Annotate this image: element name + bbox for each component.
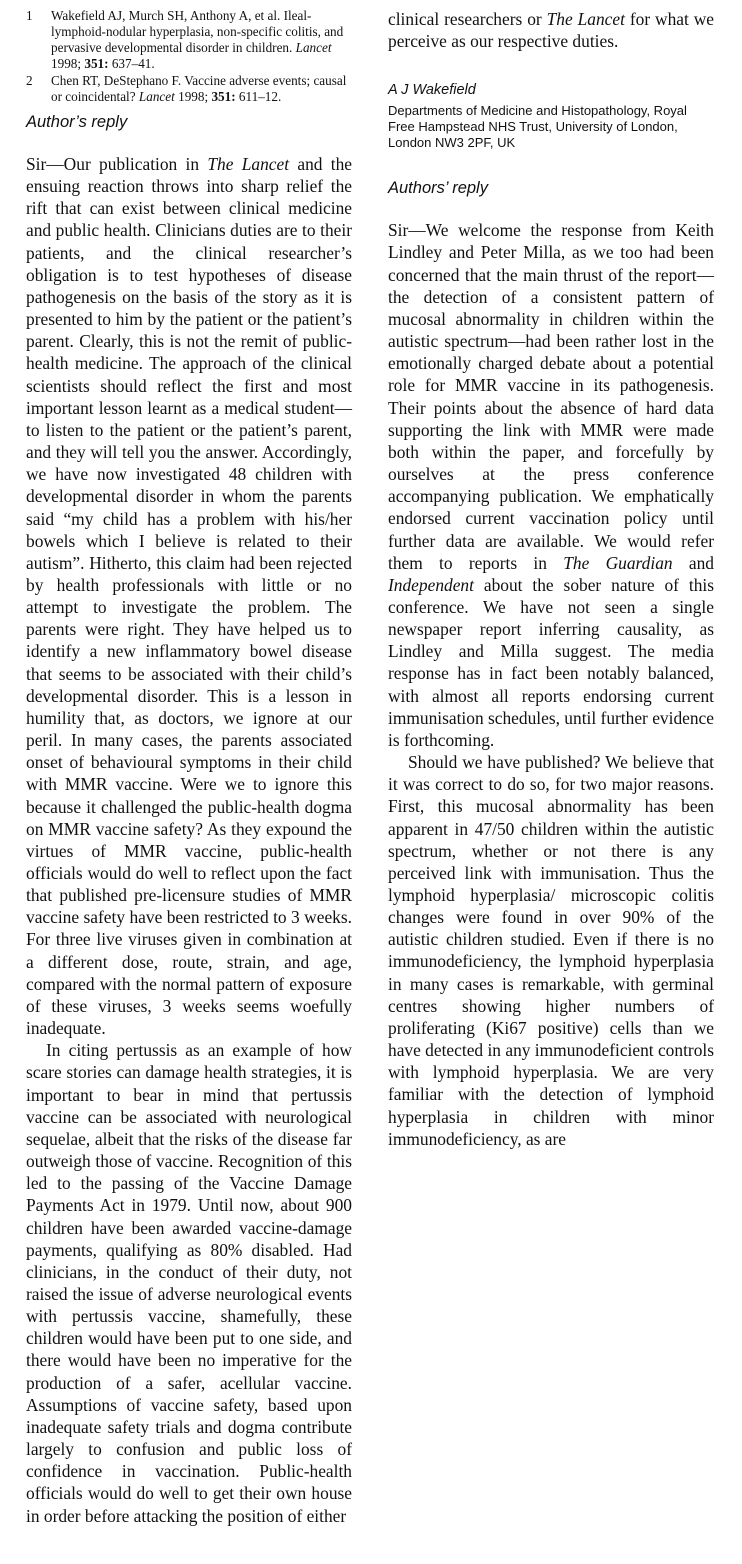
reference-number: 1 [26,8,33,23]
reference-journal: Lancet [295,40,332,55]
letter-paragraph: Sir—Our publication in The Lancet and the ensuing reaction throws into sharp relief the rift that can exist between clinical medicine and public health. Clinicians duties are to their patients, and the clinical researcher’s obligation is to test hypotheses of disease pathogenesis on the basis of the story as it is presented to him by the patient or the patient’s parent. Clearly, this is not the remit of public-health medicine. The approach of the clinical scientists should reflect the first and most important lesson learnt as a medical student—to listen to the patient or the patient’s parent, and they will tell you the answer. Accordingly, we have now investigated 48 children with developmental disorder in whom the parents said “my child has a problem with his/her bowels which I believe is related to their autism”. Hitherto, this claim had been rejected by health professionals with little or no attempt to investigate the problem. The parents were right. They have helped us to identify a new inflammatory bowel disease that seems to be associated with their child’s developmental disorder. This is a lesson in humility that, as doctors, we ignore at our peril. In many cases, the parents associated onset of behavioural symptoms in their child with MMR vaccine. Were we to ignore this because it challenged the public-health dogma on MMR vaccine safety? As they expound the virtues of MMR vaccine, public-health officials would do well to reflect upon the fact that published pre-licensure studies of MMR vaccine safety have been restricted to 3 weeks. For three live viruses given in combination at a different dose, route, strain, and age, compared with the normal pattern of exposure of these viruses, 3 weeks seems woefully inadequate. [26,154,352,1039]
text-span: and [672,552,714,573]
reference-text: Wakefield AJ, Murch SH, Anthony A, et al. Ileal-lymphoid-nodular hyperplasia, non-specific colitis, and pervasive developmental disorder in children. Lancet 1998; 351: 637–41. [51,8,344,71]
reference-list [26,8,352,105]
section-heading: Author’s reply [26,113,128,131]
right-column [388,8,714,1150]
signature-affiliation: Departments of Medicine and Histopathology, Royal Free Hampstead NHS Trust, University of London, London NW3 2PF, UK [388,103,687,151]
newspaper-name: Independent [388,574,474,595]
reference-volume: 351: [84,56,109,71]
section-heading: Authors’ reply [388,179,488,198]
letter-paragraph [388,219,714,751]
reference-item [26,8,352,72]
continued-text-span: clinical researchers or [388,9,547,29]
continued-text [388,8,714,1150]
letter-paragraph-continued: clinical researchers or The Lancet for what we perceive as our respective duties. [388,9,714,52]
journal-name: The Lancet [546,9,625,29]
reference-number: 2 [26,73,33,88]
text-span: about the sober nature of this conference. We have not seen a single newspaper report inferring causality, as Lindley and Milla suggest. The media response has in fact been notably balanced, with almost all reports endorsing current immunisation schedules, until further evidence is forthcoming. [388,574,714,750]
reference-text: Chen RT, DeStephano F. Vaccine adverse events; causal or coincidental? Lancet 1998; 351: 611–12. [51,73,347,104]
signature-name: A J Wakefield [388,82,476,99]
letter-paragraph: Should we have published? We believe that it was correct to do so, for two major reasons. First, this mucosal abnormality has been apparent in 47/50 children within the autistic spectrum, whether or not there is any perceived link with immunisation. Thus the lymphoid hyperplasia/ microscopic colitis changes were found in over 90% of the autistic children studied. Even if there is no immunodeficiency, the lymphoid hyperplasia in many cases is remarkable, with germinal centres showing higher numbers of proliferating (Ki67 positive) cells than we have detected in any immunodeficient controls with lymphoid hyperplasia. We are very familiar with the detection of lymphoid hyperplasia in children with minor immunodeficiency, as are [388,752,714,1149]
reference-item [26,73,352,105]
reference-volume: 351: [211,89,236,104]
text-span: Sir—We welcome the response from Keith Lindley and Peter Milla, as we too had been concerned that the main thrust of the report—the detection of a consistent pattern of mucosal abnormality in children within the autistic spectrum—had been rather lost in the emotionally charged debate about a potential role for MMR vaccine in its pathogenesis. Their points about the absence of hard data supporting the link with MMR were made both within the paper, and forcefully by ourselves at the press conference accompanying publication. We emphatically endorsed current vaccination policy until further data are available. We would refer them to reports in [388,220,714,573]
journal-name: The Lancet [207,154,290,174]
newspaper-name: The Guardian [563,552,673,573]
left-column [26,8,352,1527]
reference-journal: Lancet [138,89,175,104]
letter-paragraph: In citing pertussis as an example of how scare stories can damage health strategies, it is important to bear in mind that pertussis vaccine can be associated with neurological sequelae, albeit that the risks of the disease far outweigh those of vaccine. Recognition of this led to the passing of the Vaccine Damage Payments Act in 1979. Until now, about 900 children have been awarded vaccine-damage payments, qualifying as 80% disabled. Had clinicians, in the conduct of their duty, not raised the issue of adverse neurological events with pertussis vaccine, shamefully, these children would have been put to one side, and there would have been no imperative for the production of a safer, acellular vaccine. Assumptions of vaccine safety, based upon inadequate safety trials and dogma contribute largely to confusion and public loss of confidence in vaccination. Public-health officials would do well to get their own house in order before attacking the position of either [26,1040,352,1526]
